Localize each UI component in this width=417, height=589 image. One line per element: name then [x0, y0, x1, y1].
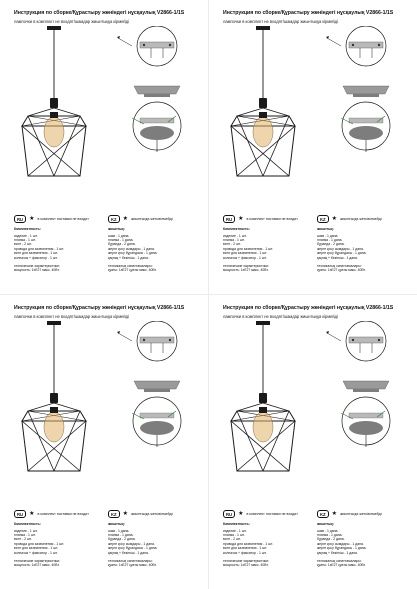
kz-tech — [317, 559, 409, 568]
kz-item: жерге қосу сымдары - 1 дана. — [108, 541, 155, 546]
kz-badge: KZ — [317, 215, 329, 223]
kz-tech — [317, 264, 409, 273]
ru-item: провода для заземления - 1 шт. — [223, 246, 274, 251]
kz-item: бұранда - 2 дана. — [317, 537, 345, 542]
ru-tech-line: мощность: 1xE27 макс. 40Вт. — [14, 268, 60, 273]
kz-item: бұранда - 2 дана. — [108, 537, 136, 542]
kz-item: шам - 1 дана. — [108, 233, 130, 238]
instruction-subtitle: лампочки в комплект не входят/шамдар жиынтыққа кірмейді — [223, 314, 339, 319]
star-icon: ★ — [122, 511, 128, 517]
ru-item: изделие - 1 шт. — [223, 233, 247, 238]
ru-legend — [14, 214, 89, 224]
ru-note: в комплект поставки не входит — [37, 512, 89, 516]
ru-tech-line: мощность: 1xE27 макс. 40Вт. — [223, 563, 269, 568]
kz-item-list — [317, 529, 409, 555]
ru-spec-column — [223, 227, 315, 273]
kz-item: шам - 1 дана. — [108, 528, 130, 533]
kz-badge: KZ — [108, 510, 120, 518]
pendant-lamp-illustration — [14, 321, 94, 481]
ru-item: планка - 1 шт. — [223, 533, 245, 537]
ru-item: провода для заземления - 1 шт. — [223, 541, 274, 546]
kz-legend — [317, 214, 382, 224]
mounting-bracket-figure — [117, 321, 177, 361]
ru-legend — [223, 214, 298, 224]
kz-tech — [108, 264, 200, 273]
instruction-panel — [209, 0, 417, 294]
instruction-subtitle: лампочки в комплект не входят/шамдар жиынтыққа кірмейді — [14, 19, 130, 24]
kz-tech-line: техникалық сипаттамалары: — [317, 559, 362, 564]
kz-item: жерге қосу бұрандасы - 1 дана. — [317, 251, 367, 256]
ru-item: винт для заземления - 1 шт. — [14, 546, 59, 551]
mounting-bracket-figure — [326, 321, 386, 361]
kz-note: жиынтыққа жеткізілмейді — [339, 217, 382, 221]
kz-item-list — [108, 529, 200, 555]
ru-item: винт - 2 шт. — [223, 537, 241, 542]
instruction-title: Инструкция по сборке/Құрастыру жөніндегі нұсқаулық V2866-1/1S — [14, 305, 185, 311]
ceiling-fixing-figure — [132, 397, 181, 447]
kz-item: планка - 1 дана. — [108, 533, 134, 537]
kz-tech — [108, 559, 200, 568]
instruction-panel — [0, 0, 208, 294]
ru-badge: RU — [14, 510, 26, 518]
ru-item-list — [14, 234, 106, 260]
kz-spec-column — [317, 227, 409, 273]
kz-item: шам - 1 дана. — [317, 233, 339, 238]
ru-item: провода для заземления - 1 шт. — [14, 246, 65, 251]
kz-tech-line: техникалық сипаттамалары: — [108, 559, 153, 564]
ru-item: колпачок + фиксатор - 1 шт. — [14, 255, 58, 260]
ru-badge: RU — [14, 215, 26, 223]
kz-badge: KZ — [317, 510, 329, 518]
kz-badge: KZ — [108, 215, 120, 223]
ru-tech-line: технические характеристики: — [223, 264, 269, 269]
ru-tech-line: технические характеристики: — [14, 264, 60, 269]
star-icon: ★ — [238, 511, 244, 517]
instruction-panel — [0, 295, 208, 589]
ru-item: планка - 1 шт. — [14, 533, 36, 537]
ru-note: в комплект поставки не входит — [37, 217, 89, 221]
ru-badge: RU — [223, 510, 235, 518]
star-icon: ★ — [29, 511, 35, 517]
kz-item: жерге қосу бұрандасы - 1 дана. — [317, 546, 367, 551]
kz-item: қақпақ + бекіткіш - 1 дана. — [317, 550, 358, 555]
ru-item-list — [14, 529, 106, 555]
assembly-figures — [323, 321, 409, 451]
kz-heading: жиынтық: — [108, 227, 125, 231]
ru-item: колпачок + фиксатор - 1 шт. — [223, 255, 267, 260]
ru-tech-line: технические характеристики: — [14, 559, 60, 564]
pendant-lamp-illustration — [223, 26, 303, 186]
kz-item: шам - 1 дана. — [317, 528, 339, 533]
kz-tech-line: қуаты: 1xE27 қуаты макс. 40Вт. — [317, 268, 366, 273]
star-icon: ★ — [238, 216, 244, 222]
pendant-lamp-illustration — [223, 321, 303, 481]
ru-badge: RU — [223, 215, 235, 223]
kz-item-list — [108, 234, 200, 260]
ru-item: винт для заземления - 1 шт. — [14, 251, 59, 256]
kz-item: бұранда - 2 дана. — [317, 242, 345, 247]
kz-item: жерге қосу сымдары - 1 дана. — [108, 246, 155, 251]
kz-item: жерге қосу бұрандасы - 1 дана. — [108, 251, 158, 256]
kz-note: жиынтыққа жеткізілмейді — [130, 217, 173, 221]
instruction-title: Инструкция по сборке/Құрастыру жөніндегі нұсқаулық V2866-1/1S — [223, 10, 394, 16]
ru-item: планка - 1 шт. — [14, 238, 36, 242]
canopy-cap-figure — [343, 86, 389, 97]
star-icon: ★ — [331, 216, 337, 222]
canopy-cap-figure — [134, 381, 180, 392]
kz-tech-line: техникалық сипаттамалары: — [108, 264, 153, 269]
kz-tech-line: қуаты: 1xE27 қуаты макс. 40Вт. — [108, 268, 157, 273]
ru-item: колпачок + фиксатор - 1 шт. — [14, 550, 58, 555]
kz-item: қақпақ + бекіткіш - 1 дана. — [317, 255, 358, 260]
ru-tech-line: мощность: 1xE27 макс. 40Вт. — [14, 563, 60, 568]
ru-item: изделие - 1 шт. — [223, 528, 247, 533]
ru-tech-line: мощность: 1xE27 макс. 40Вт. — [223, 268, 269, 273]
ceiling-fixing-figure — [341, 397, 390, 447]
ru-tech — [223, 559, 315, 568]
star-icon: ★ — [122, 216, 128, 222]
kz-item-list — [317, 234, 409, 260]
ru-tech — [223, 264, 315, 273]
kz-heading: жиынтық: — [108, 522, 125, 526]
ru-item-list — [223, 234, 315, 260]
assembly-figures — [323, 26, 409, 156]
kz-legend — [317, 509, 382, 519]
kz-heading: жиынтық: — [317, 227, 334, 231]
kz-item: бұранда - 2 дана. — [108, 242, 136, 247]
kz-note: жиынтыққа жеткізілмейді — [130, 512, 173, 516]
kz-item: жерге қосу сымдары - 1 дана. — [317, 246, 364, 251]
pendant-lamp-illustration — [14, 26, 94, 186]
kz-spec-column — [108, 522, 200, 568]
mounting-bracket-figure — [326, 26, 386, 66]
kz-legend — [108, 214, 173, 224]
star-icon: ★ — [29, 216, 35, 222]
kz-spec-column — [317, 522, 409, 568]
instruction-title: Инструкция по сборке/Құрастыру жөніндегі нұсқаулық V2866-1/1S — [14, 10, 185, 16]
assembly-figures — [114, 26, 200, 156]
ru-item: винт - 2 шт. — [14, 242, 32, 247]
ceiling-fixing-figure — [341, 102, 390, 152]
ru-heading: Комплектность: — [223, 227, 250, 231]
ru-spec-column — [14, 227, 106, 273]
instruction-panel — [209, 295, 417, 589]
canopy-cap-figure — [343, 381, 389, 392]
instruction-subtitle: лампочки в комплект не входят/шамдар жиынтыққа кірмейді — [14, 314, 130, 319]
ru-item: изделие - 1 шт. — [14, 233, 38, 238]
kz-item: жерге қосу бұрандасы - 1 дана. — [108, 546, 158, 551]
kz-tech-line: техникалық сипаттамалары: — [317, 264, 362, 269]
instruction-title: Инструкция по сборке/Құрастыру жөніндегі нұсқаулық V2866-1/1S — [223, 305, 394, 311]
ru-item-list — [223, 529, 315, 555]
instruction-subtitle: лампочки в комплект не входят/шамдар жиынтыққа кірмейді — [223, 19, 339, 24]
kz-item: планка - 1 дана. — [108, 238, 134, 242]
kz-tech-line: қуаты: 1xE27 қуаты макс. 40Вт. — [108, 563, 157, 568]
kz-item: жерге қосу сымдары - 1 дана. — [317, 541, 364, 546]
kz-item: қақпақ + бекіткіш - 1 дана. — [108, 255, 149, 260]
ru-tech-line: технические характеристики: — [223, 559, 269, 564]
ru-spec-column — [14, 522, 106, 568]
ru-legend — [223, 509, 298, 519]
kz-heading: жиынтық: — [317, 522, 334, 526]
ru-item: винт для заземления - 1 шт. — [223, 251, 268, 256]
ru-heading: Комплектность: — [14, 522, 41, 526]
ru-heading: Комплектность: — [14, 227, 41, 231]
ru-item: винт - 2 шт. — [223, 242, 241, 247]
ru-heading: Комплектность: — [223, 522, 250, 526]
kz-legend — [108, 509, 173, 519]
kz-note: жиынтыққа жеткізілмейді — [339, 512, 382, 516]
star-icon: ★ — [331, 511, 337, 517]
ru-item: изделие - 1 шт. — [14, 528, 38, 533]
ru-note: в комплект поставки не входит — [246, 217, 298, 221]
mounting-bracket-figure — [117, 26, 177, 66]
kz-item: планка - 1 дана. — [317, 533, 343, 537]
canopy-cap-figure — [134, 86, 180, 97]
ru-tech — [14, 264, 106, 273]
ru-item: винт - 2 шт. — [14, 537, 32, 542]
kz-tech-line: қуаты: 1xE27 қуаты макс. 40Вт. — [317, 563, 366, 568]
ru-item: провода для заземления - 1 шт. — [14, 541, 65, 546]
kz-item: қақпақ + бекіткіш - 1 дана. — [108, 550, 149, 555]
ceiling-fixing-figure — [132, 102, 181, 152]
ru-item: колпачок + фиксатор - 1 шт. — [223, 550, 267, 555]
kz-spec-column — [108, 227, 200, 273]
ru-item: винт для заземления - 1 шт. — [223, 546, 268, 551]
ru-note: в комплект поставки не входит — [246, 512, 298, 516]
assembly-figures — [114, 321, 200, 451]
ru-legend — [14, 509, 89, 519]
kz-item: планка - 1 дана. — [317, 238, 343, 242]
ru-item: планка - 1 шт. — [223, 238, 245, 242]
ru-spec-column — [223, 522, 315, 568]
ru-tech — [14, 559, 106, 568]
